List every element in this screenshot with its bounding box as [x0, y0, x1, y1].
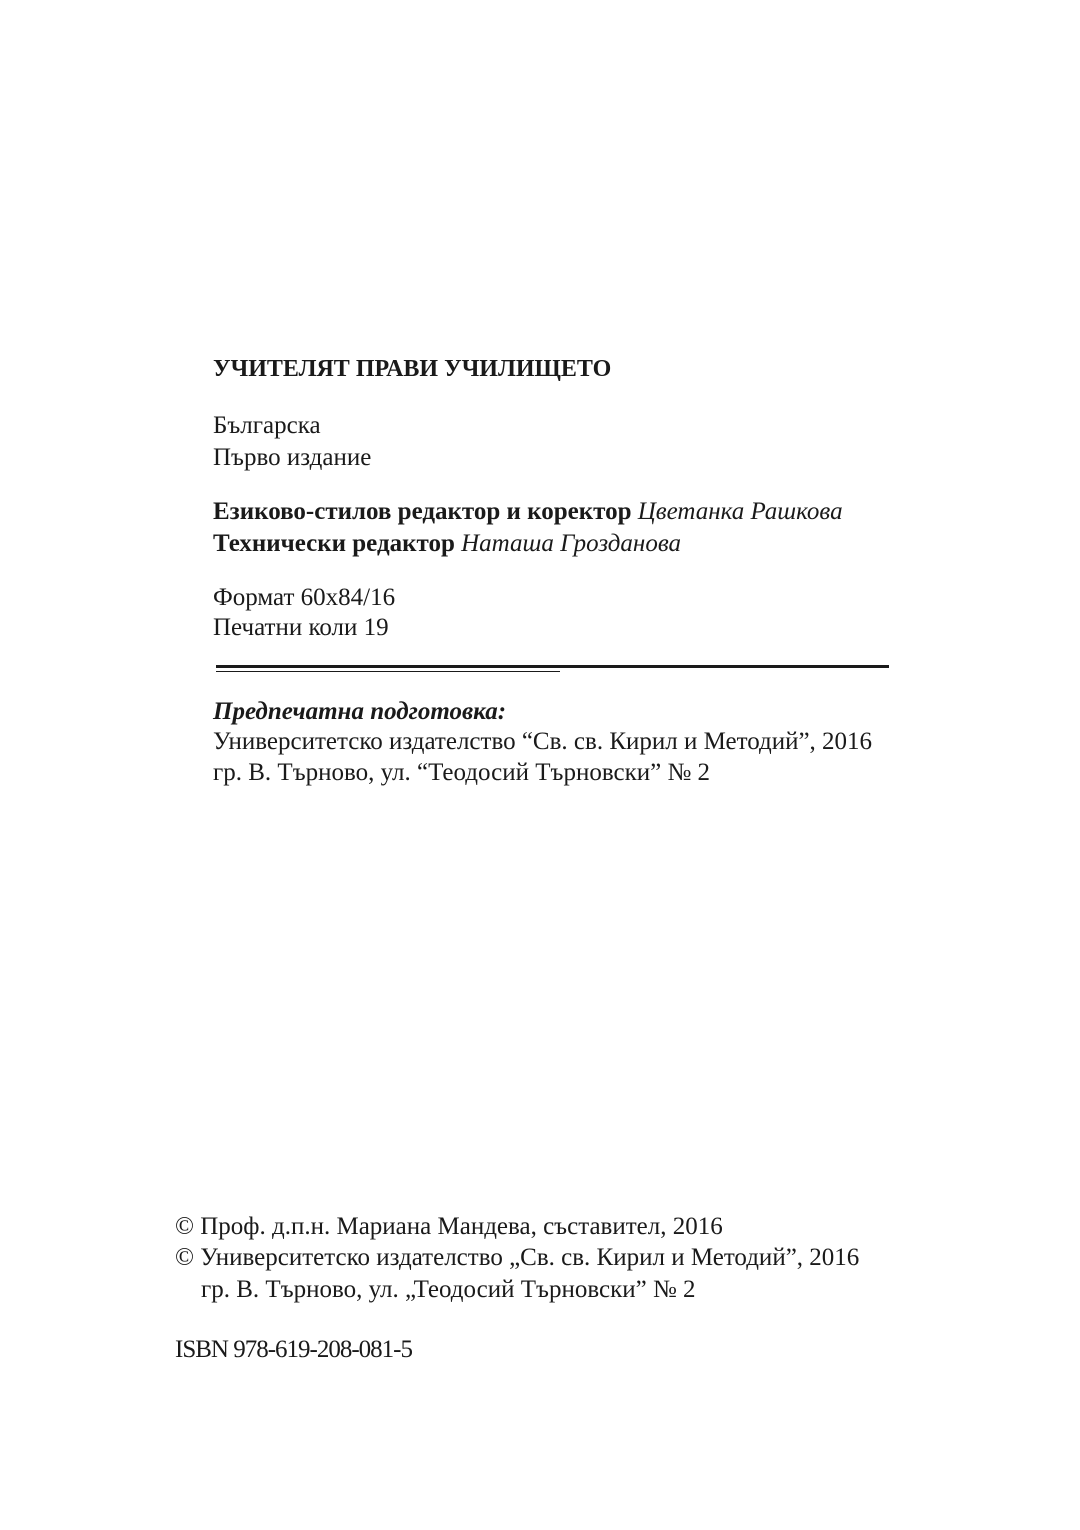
technical-editor-name: Наташа Грозданова [461, 530, 681, 557]
book-title: УЧИТЕЛЯТ ПРАВИ УЧИЛИЩЕТО [213, 356, 612, 382]
copyright-compiler: © Проф. д.п.н. Мариана Мандева, съставител, 2016 [175, 1213, 723, 1240]
divider-thick [216, 665, 889, 668]
language-editor-name: Цветанка Рашкова [637, 498, 843, 525]
divider-thin [216, 671, 560, 672]
print-sheets: Печатни коли 19 [213, 614, 389, 641]
technical-editor-role: Технически редактор [213, 530, 455, 557]
edition-language: Българска [213, 412, 321, 439]
language-editor-credit [213, 497, 843, 527]
language-editor-role: Езиково-стилов редактор и коректор [213, 498, 632, 525]
prepress-heading: Предпечатна подготовка: [213, 698, 507, 725]
isbn: ISBN 978-619-208-081-5 [175, 1336, 413, 1363]
technical-editor-credit [213, 529, 681, 559]
print-format: Формат 60х84/16 [213, 584, 396, 611]
copyright-address: гр. В. Търново, ул. „Теодосий Търновски” № 2 [201, 1276, 696, 1303]
prepress-publisher: Университетско издателство “Св. св. Кирил и Методий”, 2016 [213, 728, 873, 755]
prepress-address: гр. В. Търново, ул. “Теодосий Търновски” № 2 [213, 759, 711, 786]
edition-number: Първо издание [213, 444, 372, 471]
copyright-publisher: © Университетско издателство „Св. св. Кирил и Методий”, 2016 [175, 1244, 860, 1271]
